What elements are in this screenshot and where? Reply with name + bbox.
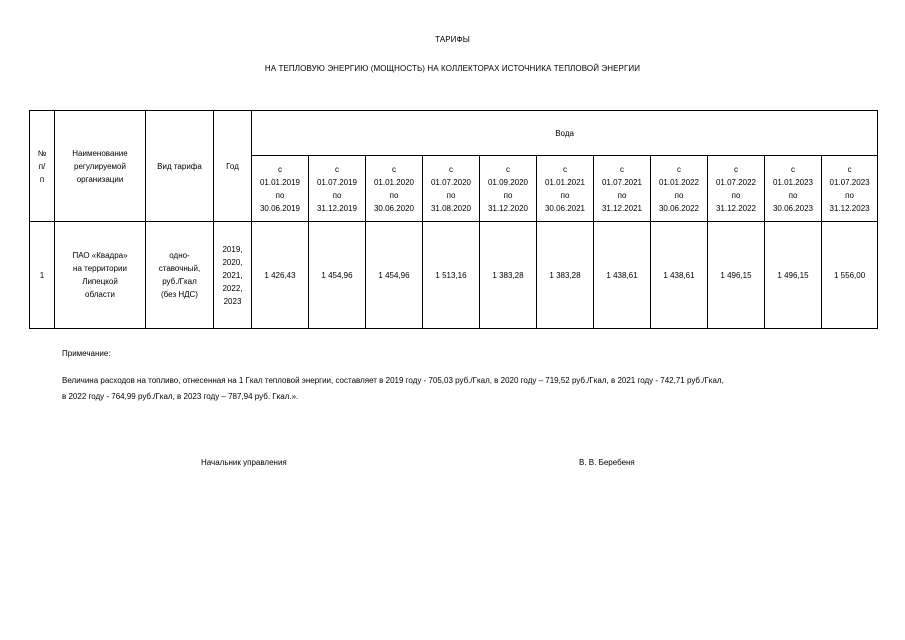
header-num: № п/ п	[30, 111, 55, 222]
note-text	[62, 373, 882, 405]
tariff-value: 1 454,96	[366, 222, 423, 329]
row-num: 1	[30, 222, 55, 329]
header-period: с 01.01.2023 по 30.06.2023	[765, 156, 822, 222]
tariff-value: 1 496,15	[708, 222, 765, 329]
row-organization: ПАО «Квадра» на территории Липецкой области	[55, 222, 146, 329]
header-period: с 01.09.2020 по 31.12.2020	[480, 156, 537, 222]
row-years: 2019, 2020, 2021, 2022, 2023	[214, 222, 252, 329]
signatory-position: Начальник управления	[201, 458, 287, 467]
tariff-value: 1 438,61	[594, 222, 651, 329]
header-period: с 01.01.2020 по 30.06.2020	[366, 156, 423, 222]
tariff-value: 1 438,61	[651, 222, 708, 329]
tariff-value: 1 383,28	[537, 222, 594, 329]
tariff-value: 1 383,28	[480, 222, 537, 329]
header-organization: Наименование регулируемой организации	[55, 111, 146, 222]
header-period: с 01.07.2020 по 31.08.2020	[423, 156, 480, 222]
header-period: с 01.01.2022 по 30.06.2022	[651, 156, 708, 222]
header-period: с 01.07.2022 по 31.12.2022	[708, 156, 765, 222]
header-period: с 01.01.2021 по 30.06.2021	[537, 156, 594, 222]
header-period: с 01.07.2023 по 31.12.2023	[822, 156, 878, 222]
header-period: с 01.07.2019 по 31.12.2019	[309, 156, 366, 222]
tariff-value: 1 496,15	[765, 222, 822, 329]
tariff-value: 1 556,00	[822, 222, 878, 329]
header-tariff-type: Вид тарифа	[146, 111, 214, 222]
tariff-value: 1 513,16	[423, 222, 480, 329]
row-tariff-type: одно- ставочный, руб./Гкал (без НДС)	[146, 222, 214, 329]
signatory-name: В. В. Беребеня	[579, 458, 635, 467]
document-title: ТАРИФЫ	[435, 35, 470, 44]
tariff-value: 1 454,96	[309, 222, 366, 329]
document-subtitle: НА ТЕПЛОВУЮ ЭНЕРГИЮ (МОЩНОСТЬ) НА КОЛЛЕКТОРАХ ИСТОЧНИКА ТЕПЛОВОЙ ЭНЕРГИИ	[264, 64, 641, 73]
note-line: в 2022 году - 764,99 руб./Гкал, в 2023 году – 787,94 руб. Гкал.».	[62, 392, 299, 401]
header-period: с 01.01.2019 по 30.06.2019	[252, 156, 309, 222]
header-period: с 01.07.2021 по 31.12.2021	[594, 156, 651, 222]
tariff-table	[29, 110, 878, 329]
note-label: Примечание:	[62, 349, 111, 358]
note-line: Величина расходов на топливо, отнесенная на 1 Гкал тепловой энергии, составляет в 2019 году - 705,03 руб./Гкал, в 2020 году – 719,52 руб./Гкал, в 2021 году - 742,71 руб./Гкал,	[62, 376, 724, 385]
tariff-value: 1 426,43	[252, 222, 309, 329]
header-water: Вода	[252, 111, 878, 156]
header-year: Год	[214, 111, 252, 222]
